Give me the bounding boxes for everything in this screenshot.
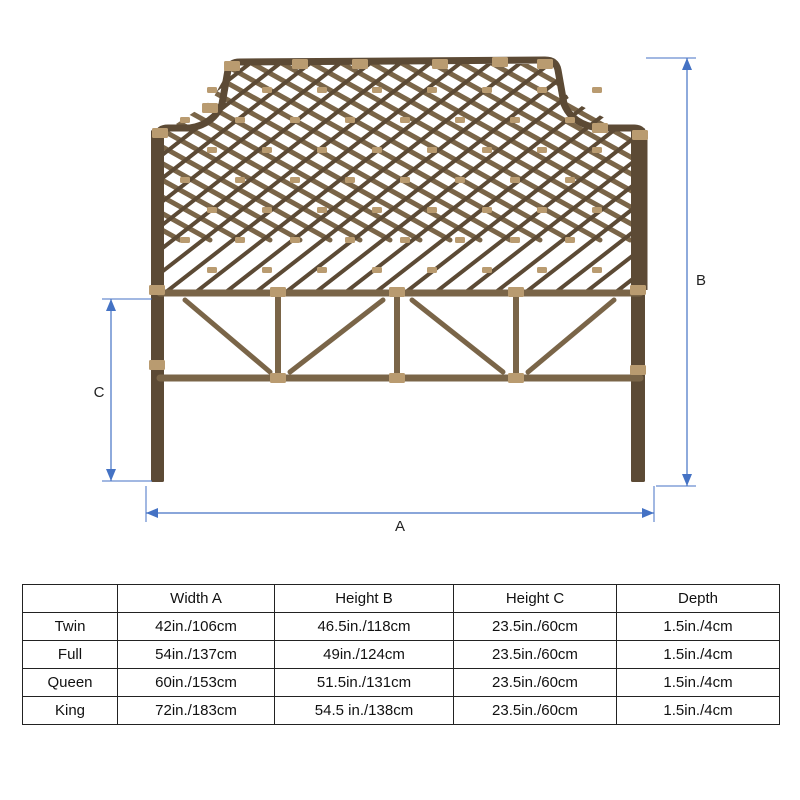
- binding-wrap: [592, 267, 602, 273]
- lattice-stick: [450, 40, 800, 240]
- binding-wrap: [492, 57, 508, 67]
- table-row: [23, 669, 780, 697]
- binding-wrap: [317, 147, 327, 153]
- lattice-stick: [670, 40, 800, 320]
- dimension-a-arrow: [146, 486, 654, 522]
- binding-wrap: [180, 177, 190, 183]
- binding-wrap: [508, 287, 524, 297]
- cell-depth: 1.5in./4cm: [617, 669, 780, 697]
- dimension-c-arrow: [102, 299, 152, 481]
- dimension-c-label: C: [93, 384, 105, 401]
- cell-height-c: 23.5in./60cm: [454, 641, 617, 669]
- lattice-stick: [660, 40, 800, 240]
- row-size-name: Full: [23, 641, 118, 669]
- binding-wrap: [180, 117, 190, 123]
- header-cell-size: [23, 585, 118, 613]
- binding-wrap: [290, 177, 300, 183]
- binding-wrap: [262, 87, 272, 93]
- left-post: [151, 130, 164, 482]
- table-header-row: [23, 585, 780, 613]
- cell-height-b: 54.5 in./138cm: [275, 697, 454, 725]
- binding-wrap: [290, 237, 300, 243]
- cell-width-a: 54in./137cm: [118, 641, 275, 669]
- binding-wrap: [372, 147, 382, 153]
- lattice-stick: [0, 40, 30, 240]
- binding-wrap: [262, 267, 272, 273]
- cell-height-b: 49in./124cm: [275, 641, 454, 669]
- cell-depth: 1.5in./4cm: [617, 613, 780, 641]
- binding-wrap: [510, 237, 520, 243]
- binding-wrap: [202, 103, 218, 113]
- lattice-stick: [0, 40, 150, 240]
- binding-wrap: [482, 147, 492, 153]
- lattice-stick: [0, 40, 90, 240]
- binding-wrap: [235, 237, 245, 243]
- binding-wrap: [292, 59, 308, 69]
- lattice-stick: [780, 40, 800, 240]
- binding-wrap: [352, 59, 368, 69]
- header-cell-width-a: Width A: [118, 585, 275, 613]
- binding-wrap: [592, 123, 608, 133]
- brace: [185, 300, 270, 372]
- lattice-stick: [790, 40, 800, 320]
- lattice-stick: [690, 40, 800, 240]
- binding-wrap: [270, 373, 286, 383]
- binding-wrap: [207, 207, 217, 213]
- lattice-stick: [750, 40, 800, 240]
- binding-wrap: [508, 373, 524, 383]
- binding-wrap: [270, 287, 286, 297]
- binding-wrap: [482, 87, 492, 93]
- right-post: [631, 128, 645, 482]
- binding-wrap: [482, 207, 492, 213]
- cell-height-c: 23.5in./60cm: [454, 697, 617, 725]
- binding-wrap: [149, 285, 165, 295]
- lattice-stick: [550, 40, 800, 320]
- binding-wrap: [207, 87, 217, 93]
- cell-depth: 1.5in./4cm: [617, 641, 780, 669]
- lattice-stick: [720, 40, 800, 240]
- table-row: [23, 697, 780, 725]
- binding-wrap: [207, 267, 217, 273]
- binding-wrap: [427, 87, 437, 93]
- binding-wrap: [482, 267, 492, 273]
- binding-wrap: [345, 237, 355, 243]
- lattice-stick: [0, 40, 300, 240]
- binding-wrap: [372, 207, 382, 213]
- cell-depth: 1.5in./4cm: [617, 697, 780, 725]
- lattice-stick: [0, 40, 160, 320]
- binding-wrap: [235, 177, 245, 183]
- size-specification-table: [22, 584, 780, 725]
- binding-wrap: [537, 59, 553, 69]
- header-cell-height-c: Height C: [454, 585, 617, 613]
- cell-width-a: 42in./106cm: [118, 613, 275, 641]
- cell-width-a: 72in./183cm: [118, 697, 275, 725]
- row-size-name: King: [23, 697, 118, 725]
- binding-wrap: [455, 237, 465, 243]
- binding-wrap: [235, 117, 245, 123]
- binding-wrap: [372, 87, 382, 93]
- binding-wrap: [565, 177, 575, 183]
- binding-wrap: [632, 130, 648, 140]
- binding-wrap: [565, 237, 575, 243]
- binding-wrap: [630, 365, 646, 375]
- cell-height-c: 23.5in./60cm: [454, 669, 617, 697]
- header-cell-depth: Depth: [617, 585, 780, 613]
- lattice-stick: [700, 40, 800, 320]
- binding-wrap: [149, 360, 165, 370]
- dimension-b-arrow: [646, 58, 696, 486]
- binding-wrap: [262, 207, 272, 213]
- binding-wrap: [510, 177, 520, 183]
- header-cell-height-b: Height B: [275, 585, 454, 613]
- lattice-stick: [0, 40, 120, 240]
- lattice-stick: [730, 40, 800, 320]
- headboard-image: [0, 40, 800, 482]
- cell-height-b: 46.5in./118cm: [275, 613, 454, 641]
- lattice-stick: [370, 40, 730, 320]
- binding-wrap: [317, 267, 327, 273]
- lattice-stick: [0, 40, 340, 320]
- cell-height-b: 51.5in./131cm: [275, 669, 454, 697]
- binding-wrap: [510, 117, 520, 123]
- binding-wrap: [345, 117, 355, 123]
- binding-wrap: [427, 147, 437, 153]
- table-row: [23, 613, 780, 641]
- binding-wrap: [317, 207, 327, 213]
- binding-wrap: [455, 117, 465, 123]
- binding-wrap: [537, 87, 547, 93]
- binding-wrap: [537, 267, 547, 273]
- binding-wrap: [630, 285, 646, 295]
- lattice-stick: [640, 40, 800, 320]
- brace: [528, 300, 614, 372]
- table-row: [23, 641, 780, 669]
- binding-wrap: [537, 147, 547, 153]
- row-size-name: Queen: [23, 669, 118, 697]
- lattice-stick: [0, 40, 240, 240]
- binding-wrap: [152, 128, 168, 138]
- brace: [290, 300, 383, 372]
- cell-height-c: 23.5in./60cm: [454, 613, 617, 641]
- binding-wrap: [262, 147, 272, 153]
- cell-width-a: 60in./153cm: [118, 669, 275, 697]
- binding-wrap: [427, 267, 437, 273]
- binding-wrap: [400, 237, 410, 243]
- binding-wrap: [432, 59, 448, 69]
- binding-wrap: [565, 117, 575, 123]
- lattice-stick: [510, 40, 800, 240]
- binding-wrap: [290, 117, 300, 123]
- row-size-name: Twin: [23, 613, 118, 641]
- lattice-stick: [0, 40, 330, 240]
- binding-wrap: [592, 207, 602, 213]
- binding-wrap: [207, 147, 217, 153]
- binding-wrap: [537, 207, 547, 213]
- lattice-stick: [0, 40, 60, 240]
- binding-wrap: [389, 287, 405, 297]
- lattice-stick: [760, 40, 800, 320]
- binding-wrap: [317, 87, 327, 93]
- lattice-stick: [430, 40, 790, 320]
- binding-wrap: [455, 177, 465, 183]
- dimension-a-label: A: [394, 518, 406, 535]
- binding-wrap: [592, 87, 602, 93]
- lattice-stick: [630, 40, 800, 240]
- binding-wrap: [224, 61, 240, 71]
- brace: [412, 300, 503, 372]
- binding-wrap: [345, 177, 355, 183]
- binding-wrap: [592, 147, 602, 153]
- binding-wrap: [427, 207, 437, 213]
- dimension-b-label: B: [695, 272, 707, 289]
- binding-wrap: [400, 177, 410, 183]
- binding-wrap: [180, 237, 190, 243]
- binding-wrap: [389, 373, 405, 383]
- binding-wrap: [372, 267, 382, 273]
- binding-wrap: [400, 117, 410, 123]
